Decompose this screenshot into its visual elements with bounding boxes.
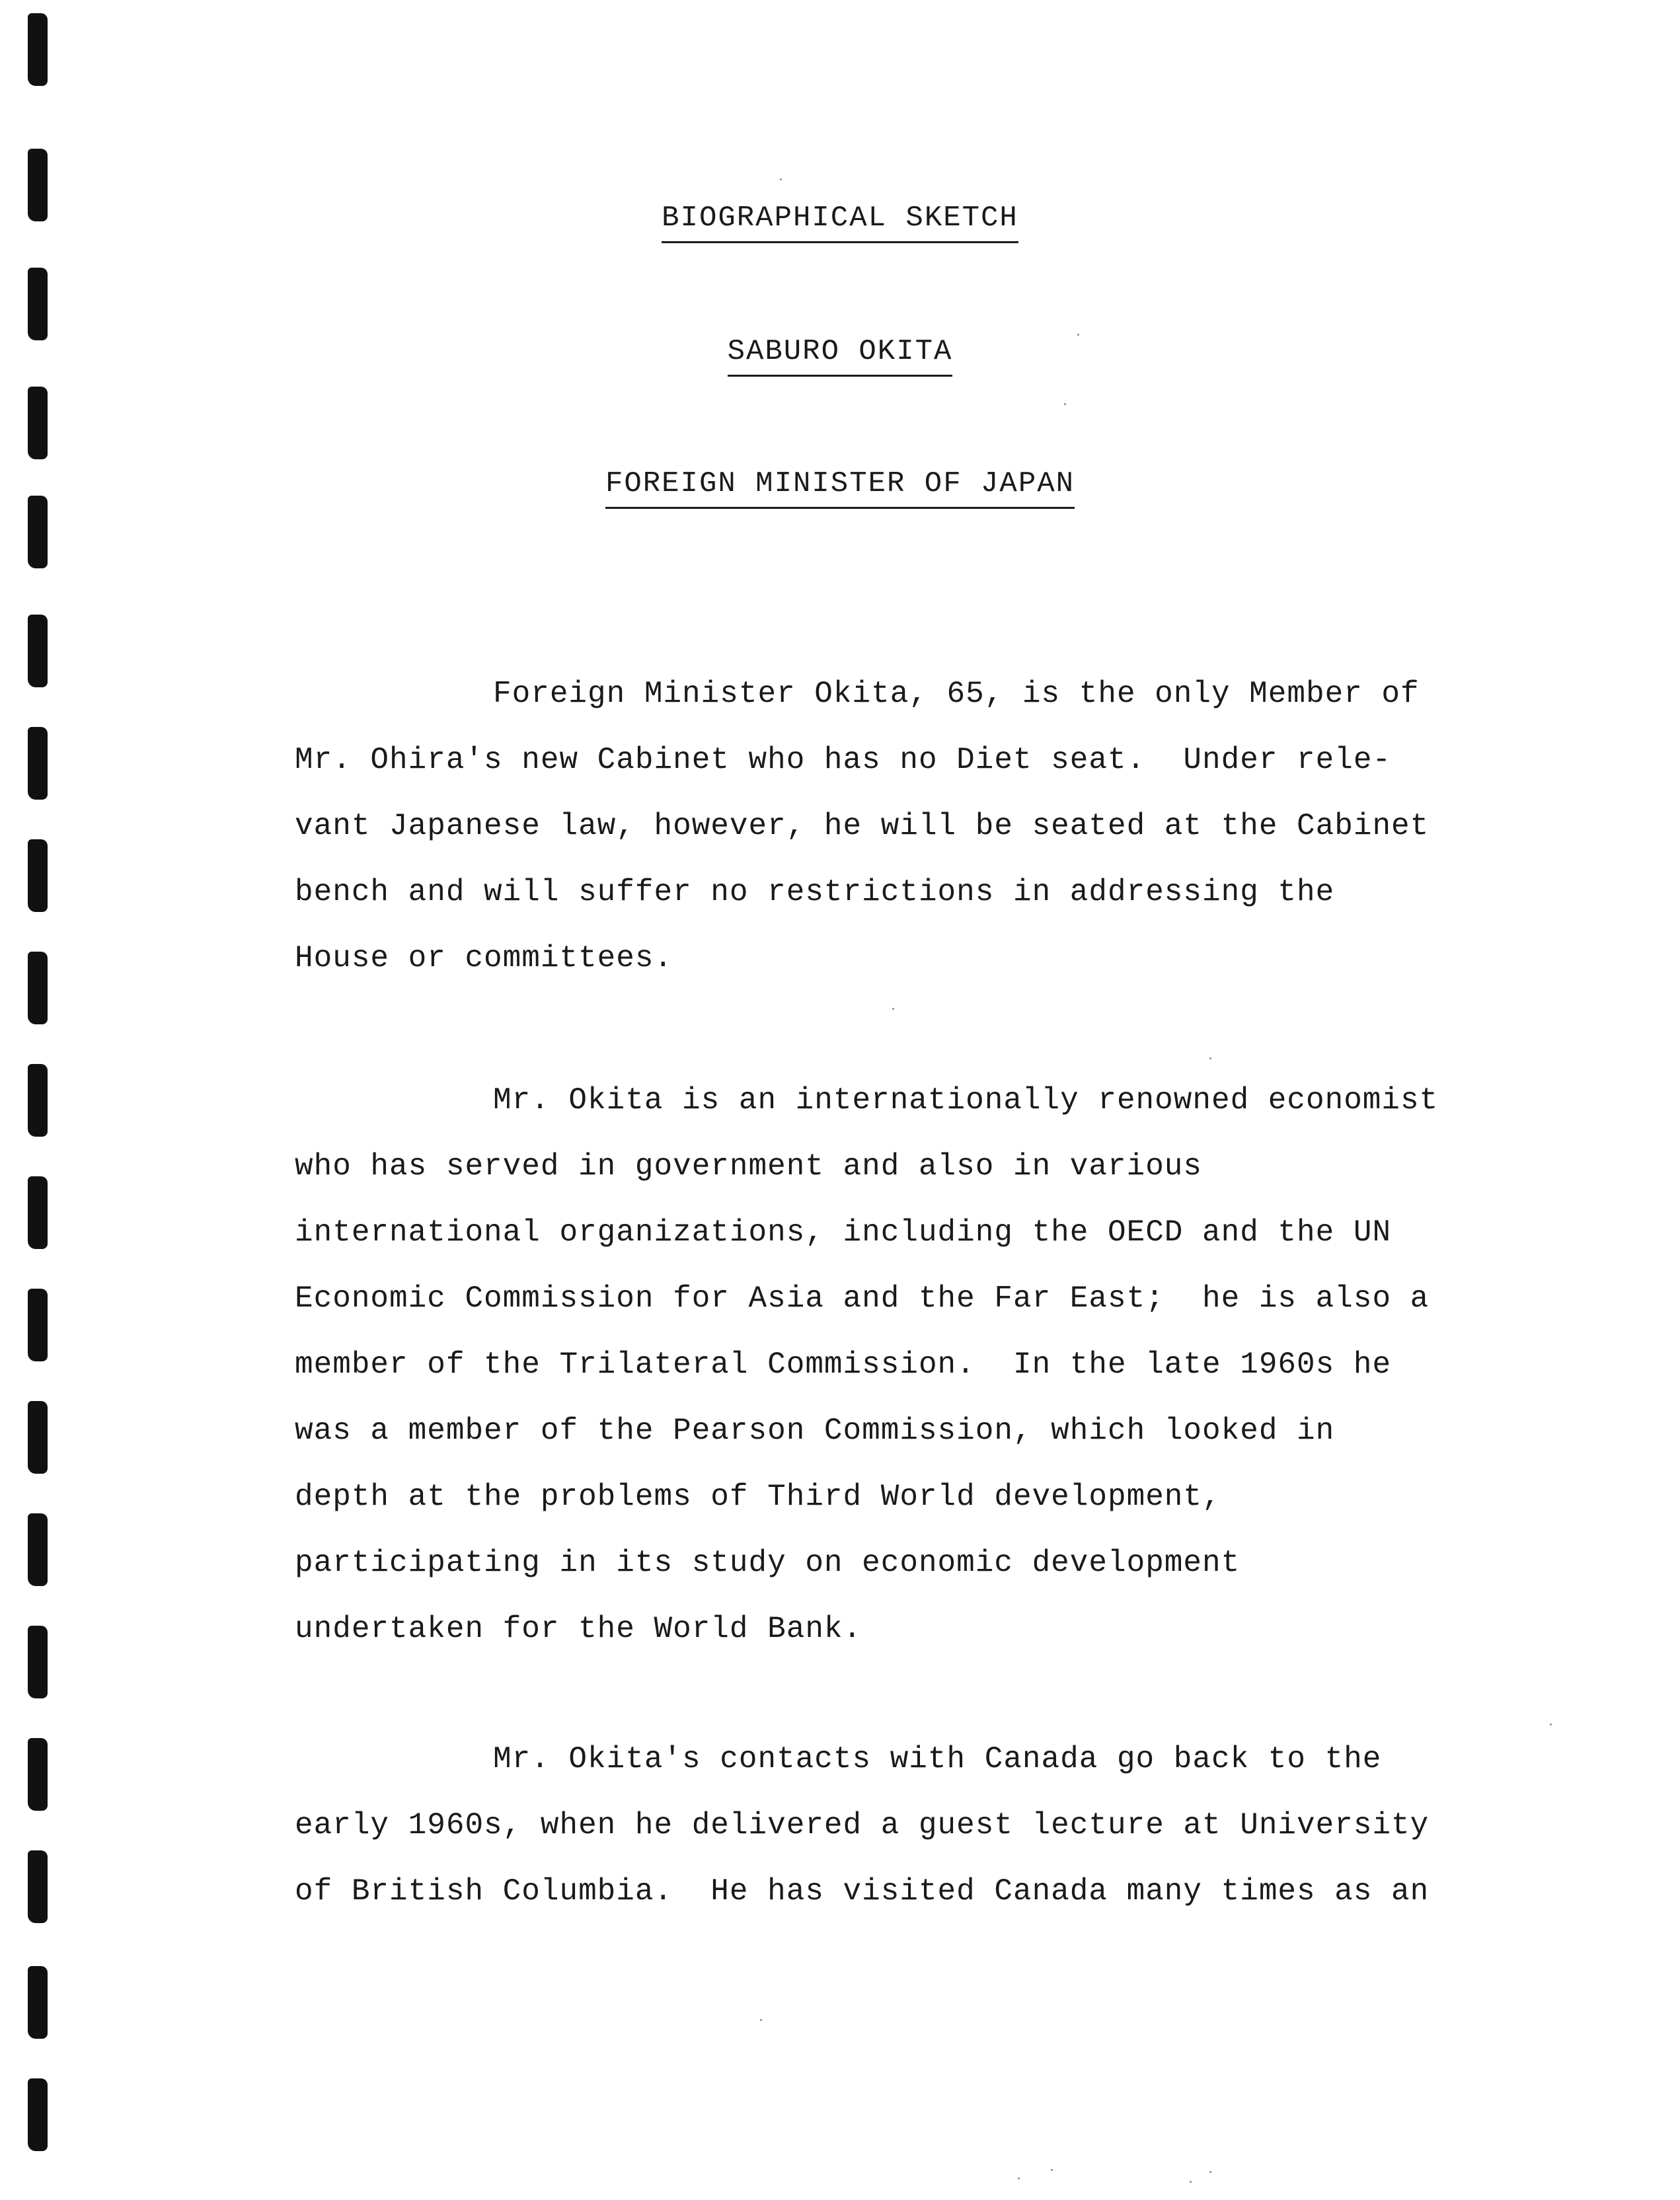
- paragraph-line: bench and will suffer no restrictions in addressing the: [295, 875, 1335, 909]
- paragraph-1: [295, 661, 1498, 991]
- binding-hole-mark: [28, 1626, 48, 1698]
- paragraph-line: vant Japanese law, however, he will be seated at the Cabinet: [295, 809, 1430, 843]
- paragraph-line: Foreign Minister Okita, 65, is the only Member of: [493, 677, 1420, 711]
- subject-name: [0, 335, 1680, 377]
- binding-hole-mark: [28, 1289, 48, 1361]
- paragraph-line: Economic Commission for Asia and the Far East; he is also a: [295, 1281, 1430, 1316]
- binding-hole-mark: [28, 387, 48, 459]
- binding-hole-mark: [28, 1064, 48, 1137]
- paragraph-line: Mr. Okita's contacts with Canada go back to the: [493, 1742, 1382, 1776]
- paragraph-line: undertaken for the World Bank.: [295, 1612, 862, 1646]
- scan-speck: [780, 178, 782, 180]
- paragraph-line: of British Columbia. He has visited Canada many times as an: [295, 1874, 1430, 1909]
- binding-hole-mark: [28, 1966, 48, 2039]
- binding-hole-mark: [28, 839, 48, 912]
- paragraph-line: international organizations, including the OECD and the UN: [295, 1215, 1392, 1250]
- binding-hole-mark: [28, 615, 48, 687]
- paragraph-line: participating in its study on economic development: [295, 1546, 1241, 1580]
- paragraph-line: was a member of the Pearson Commission, which looked in: [295, 1414, 1335, 1448]
- binding-hole-mark: [28, 2078, 48, 2151]
- scan-speck: [1064, 403, 1066, 405]
- binding-hole-mark: [28, 1176, 48, 1249]
- scan-speck: [760, 2019, 762, 2021]
- paragraph-line: Mr. Ohira's new Cabinet who has no Diet seat. Under rele-: [295, 743, 1392, 777]
- paragraph-line: who has served in government and also in various: [295, 1149, 1203, 1184]
- paragraph-line: House or committees.: [295, 941, 673, 975]
- scan-speck: [1209, 2171, 1211, 2173]
- binding-hole-marks: [0, 0, 93, 2200]
- document-title: [0, 202, 1680, 243]
- binding-hole-mark: [28, 1738, 48, 1811]
- paragraph-line: member of the Trilateral Commission. In the late 1960s he: [295, 1347, 1392, 1382]
- document-title-text: BIOGRAPHICAL SKETCH: [662, 202, 1018, 243]
- scan-speck: [1209, 1057, 1211, 1059]
- scan-speck: [1077, 334, 1079, 336]
- paragraph-line: early 1960s, when he delivered a guest lecture at University: [295, 1808, 1430, 1842]
- binding-hole-mark: [28, 952, 48, 1024]
- binding-hole-mark: [28, 1513, 48, 1586]
- paragraph-2: [295, 1067, 1498, 1662]
- binding-hole-mark: [28, 13, 48, 86]
- scan-speck: [1018, 2178, 1020, 2180]
- paragraph-3: [295, 1726, 1498, 1924]
- binding-hole-mark: [28, 268, 48, 340]
- subject-position: [0, 467, 1680, 509]
- binding-hole-mark: [28, 1401, 48, 1474]
- scan-speck: [1550, 1724, 1552, 1726]
- paragraph-line: Mr. Okita is an internationally renowned economist: [493, 1083, 1439, 1118]
- scan-speck: [892, 1008, 894, 1010]
- subject-position-text: FOREIGN MINISTER OF JAPAN: [605, 467, 1075, 509]
- binding-hole-mark: [28, 1850, 48, 1923]
- subject-name-text: SABURO OKITA: [728, 335, 953, 377]
- binding-hole-mark: [28, 727, 48, 800]
- scan-speck: [1051, 2169, 1053, 2171]
- paragraph-line: depth at the problems of Third World development,: [295, 1480, 1221, 1514]
- scan-speck: [1190, 2181, 1192, 2183]
